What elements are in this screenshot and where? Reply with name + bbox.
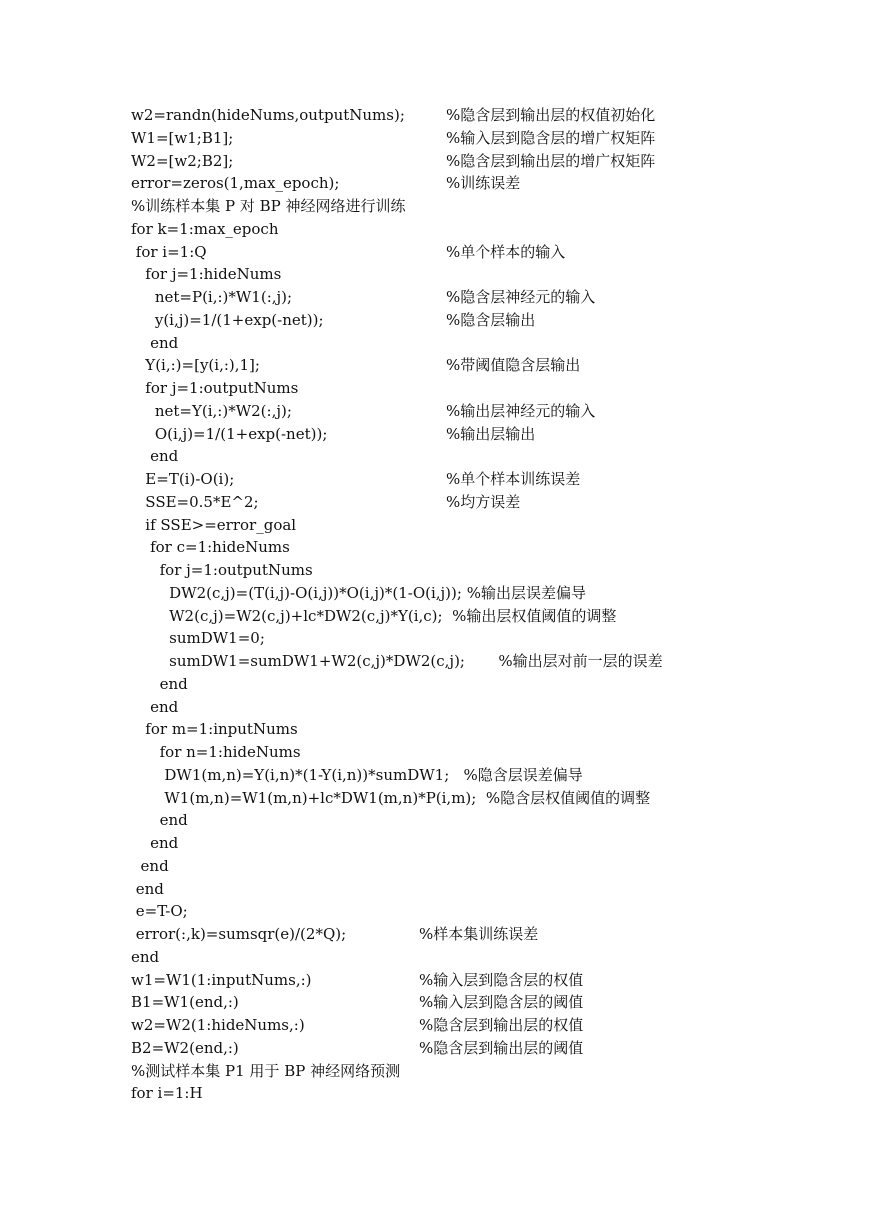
code-text: DW2(c,j)=(T(i,j)-O(i,j))*O(i,j)*(1-O(i,j)); %输出层误差偏导 [131, 583, 586, 602]
code-comment: %输出层神经元的输入 [446, 401, 596, 420]
code-text: for n=1:hideNums [131, 743, 301, 761]
code-line [131, 1014, 831, 1037]
code-text: end [131, 674, 188, 693]
code-text: error(:,k)=sumsqr(e)/(2*Q); [131, 925, 347, 943]
code-line [131, 787, 831, 810]
code-text: end [131, 811, 188, 830]
code-text: W1=[w1;B1]; [131, 128, 234, 147]
code-text: w2=randn(hideNums,outputNums); [131, 106, 405, 124]
code-text: for i=1:H [131, 1084, 203, 1103]
code-comment: %单个样本的输入 [446, 242, 566, 261]
code-text: e=T-O; [131, 902, 188, 921]
code-text: for j=1:outputNums [131, 379, 299, 397]
code-comment: %均方误差 [446, 492, 521, 511]
code-line [131, 832, 831, 855]
code-line [131, 878, 831, 901]
code-line [131, 309, 831, 332]
code-comment: %输入层到隐含层的权值 [419, 970, 584, 989]
code-text: w2=W2(1:hideNums,:) [131, 1016, 305, 1034]
code-text: sumDW1=sumDW1+W2(c,j)*DW2(c,j); %输出层对前一层的误差 [131, 652, 663, 670]
code-line [131, 605, 831, 628]
code-comment: %带阈值隐含层输出 [446, 356, 581, 375]
code-comment: %隐含层到输出层的增广权矩阵 [446, 151, 656, 170]
code-comment: %输出层输出 [446, 424, 536, 443]
code-listing [131, 104, 831, 1105]
code-line [131, 127, 831, 150]
code-line [131, 423, 831, 446]
code-comment: %隐含层到输出层的权值初始化 [446, 106, 656, 124]
code-text: %测试样本集 P1 用于 BP 神经网络预测 [131, 1061, 401, 1080]
code-line [131, 445, 831, 468]
code-text: DW1(m,n)=Y(i,n)*(1-Y(i,n))*sumDW1; %隐含层误差偏导 [131, 765, 583, 784]
code-line [131, 514, 831, 537]
code-text: B2=W2(end,:) [131, 1038, 239, 1057]
code-line [131, 946, 831, 969]
code-comment: %隐含层到输出层的权值 [419, 1016, 584, 1034]
code-text: error=zeros(1,max_epoch); [131, 174, 340, 193]
code-text: for j=1:hideNums [131, 265, 282, 284]
code-comment: %隐含层神经元的输入 [446, 288, 596, 306]
code-line [131, 696, 831, 719]
code-line [131, 900, 831, 923]
code-comment: %样本集训练误差 [419, 925, 539, 943]
code-text: for k=1:max_epoch [131, 219, 279, 238]
code-line [131, 764, 831, 787]
code-text: y(i,j)=1/(1+exp(-net)); [131, 310, 324, 329]
code-line [131, 354, 831, 377]
code-comment: %隐含层输出 [446, 310, 536, 329]
code-text: net=P(i,:)*W1(:,j); [131, 288, 293, 306]
code-text: end [131, 333, 179, 352]
code-text: SSE=0.5*E^2; [131, 492, 259, 511]
code-text: end [131, 947, 160, 966]
code-line [131, 332, 831, 355]
code-line [131, 582, 831, 605]
code-line [131, 855, 831, 878]
code-text: for j=1:outputNums [131, 561, 313, 579]
code-line [131, 559, 831, 582]
code-line [131, 923, 831, 946]
code-line [131, 241, 831, 264]
code-text: end [131, 856, 169, 875]
code-text: for i=1:Q [131, 242, 207, 261]
code-line [131, 1060, 831, 1083]
code-line [131, 1037, 831, 1060]
code-text: B1=W1(end,:) [131, 993, 239, 1012]
code-text: W1(m,n)=W1(m,n)+lc*DW1(m,n)*P(i,m); %隐含层权值阈值的调整 [131, 788, 651, 807]
code-text: end [131, 697, 179, 716]
code-text: end [131, 447, 179, 466]
code-line [131, 969, 831, 992]
code-line [131, 741, 831, 764]
code-line [131, 673, 831, 696]
code-line [131, 263, 831, 286]
code-text: net=Y(i,:)*W2(:,j); [131, 401, 292, 420]
code-comment: %单个样本训练误差 [446, 470, 581, 488]
code-line [131, 627, 831, 650]
code-line [131, 150, 831, 173]
code-text: W2=[w2;B2]; [131, 151, 234, 170]
code-line [131, 377, 831, 400]
code-text: if SSE>=error_goal [131, 515, 297, 534]
code-comment: %输入层到隐含层的阈值 [419, 993, 584, 1012]
code-text: end [131, 879, 164, 898]
code-comment: %隐含层到输出层的阈值 [419, 1038, 584, 1057]
code-line [131, 172, 831, 195]
code-line [131, 991, 831, 1014]
code-line [131, 650, 831, 673]
code-line [131, 104, 831, 127]
code-text: for c=1:hideNums [131, 538, 290, 557]
code-text: O(i,j)=1/(1+exp(-net)); [131, 424, 328, 443]
code-line [131, 536, 831, 559]
code-line [131, 1082, 831, 1105]
code-line [131, 718, 831, 741]
code-line [131, 286, 831, 309]
code-text: w1=W1(1:inputNums,:) [131, 970, 312, 989]
code-comment: %训练误差 [446, 174, 521, 193]
code-text: for m=1:inputNums [131, 720, 298, 739]
code-text: Y(i,:)=[y(i,:),1]; [131, 356, 260, 375]
code-text: %训练样本集 P 对 BP 神经网络进行训练 [131, 197, 406, 215]
code-line [131, 468, 831, 491]
code-line [131, 491, 831, 514]
code-line [131, 218, 831, 241]
code-line [131, 195, 831, 218]
code-text: end [131, 834, 179, 852]
code-comment: %输入层到隐含层的增广权矩阵 [446, 128, 656, 147]
code-text: E=T(i)-O(i); [131, 470, 235, 488]
code-text: sumDW1=0; [131, 629, 265, 648]
code-line [131, 809, 831, 832]
code-text: W2(c,j)=W2(c,j)+lc*DW2(c,j)*Y(i,c); %输出层权值阈值的调整 [131, 606, 617, 625]
code-line [131, 400, 831, 423]
